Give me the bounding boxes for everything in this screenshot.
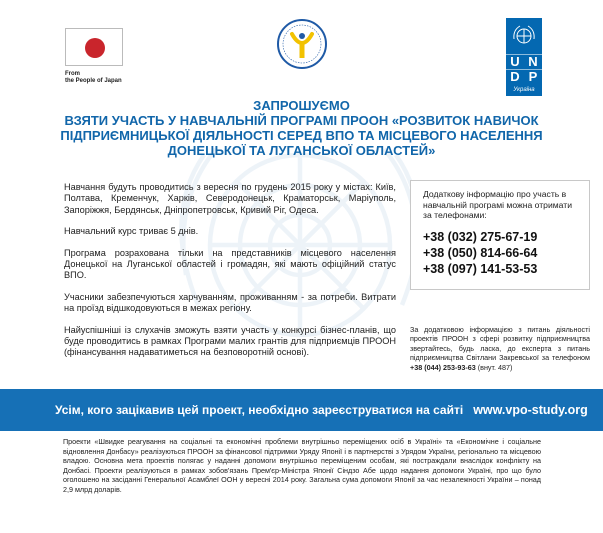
undp-letters xyxy=(506,54,542,84)
main-text xyxy=(64,182,396,369)
contact-phone[interactable]: +38 (032) 275-67-19 xyxy=(423,229,538,244)
banner-site-link[interactable]: www.vpo-study.org xyxy=(473,403,588,417)
footer-text: Проекти «Швидке реагування на соціальні та економічні проблеми внутрішньо переміщених осіб в Україні» та «Економічне і соціальне відновлення Донбасу» реалізуються ПРООН за фінансової підтримки Уряду Японії і в партнерстві з Урядом України, регіонально та місцевою владою. Основна мета проектів полягає у наданні допомоги внутрішньо переміщеним особам, які постраждали внаслідок конфлікту на Донбасі. Проекти реалізуються в рамках зобов'язань Прем'єр-Міністра Японії Сіндзо Абе щодо надання допомоги Україні, про що було оголошено на засіданні Генеральної Асамблеї ООН у вересні 2014 року. Загальна сума допомоги Японії за час незалежності України – понад 2,9 млрд доларів. xyxy=(63,437,541,494)
japan-flag-icon xyxy=(65,28,123,66)
registration-banner xyxy=(0,389,603,431)
undp-letter: N xyxy=(524,54,542,69)
headline xyxy=(60,98,543,158)
undp-letter: U xyxy=(506,54,524,69)
contact-box xyxy=(410,180,590,290)
undp-letter: D xyxy=(506,69,524,84)
paragraph-schedule: Навчання будуть проводитись з вересня по грудень 2015 року у містах: Київ, Полтава, Кременчук, Харків, Северодонецьк, Краматорськ, Маріуполь, Запоріжжя, Бердянськ, Дніпропетровськ, Кривий Ріг, Одеса. xyxy=(64,182,396,215)
banner-text: Усім, кого зацікавив цей проект, необхідно зареєструватися на сайті xyxy=(55,403,464,417)
side-note xyxy=(410,325,590,372)
paragraph-grants: Найуспішніші із слухачів зможуть взяти участь у конкурсі бізнес-планів, що буде проводитись в рамках Програми малих грантів для підприємців ПРООН (фінансування надаватиметься на безповоротній основі). xyxy=(64,324,396,358)
contact-phone[interactable]: +38 (050) 814-66-64 xyxy=(423,245,538,260)
employment-service-logo-icon xyxy=(276,18,328,74)
japan-flag-sun xyxy=(85,38,105,58)
side-note-ext: (внут. 487) xyxy=(477,362,513,372)
side-note-text: За додатковою інформацією з питань діяльності проектів ПРООН з сфері розвитку підприємництва звертайтесь, будь ласка, до експерта з питань підприємництва Світлани Закревської за телефоном xyxy=(410,325,590,363)
un-globe-icon xyxy=(511,23,537,49)
headline-invite: ЗАПРОШУЄМО xyxy=(253,98,350,113)
undp-logo xyxy=(506,18,542,96)
japan-caption: From the People of Japan xyxy=(65,71,122,84)
contact-phone[interactable]: +38 (097) 141-53-53 xyxy=(423,261,538,276)
headline-title: ВЗЯТИ УЧАСТЬ У НАВЧАЛЬНІЙ ПРОГРАМІ ПРООН «РОЗВИТОК НАВИЧОК ПІДПРИЄМНИЦЬКОЇ ДІЯЛЬНОСТІ СЕРЕД ВПО ТА МІСЦЕВОГО НАСЕЛЕННЯ ДОНЕЦЬКОЇ ТА ЛУГАНСЬКОЇ ОБЛАСТЕЙ» xyxy=(60,113,543,158)
paragraph-eligibility: Програма розрахована тільки на представників місцевого населення Донецької на Луганської областей і громадян, які мають офіційний статус ВПО. xyxy=(64,247,396,281)
paragraph-provisions: Учасники забезпечуються харчуванням, проживанням - за потреби. Витрати на проїзд відшкодовуються в межах регіону. xyxy=(64,291,396,314)
side-note-phone[interactable]: +38 (044) 253-93-63 xyxy=(410,362,476,372)
paragraph-duration: Навчальний курс триває 5 днів. xyxy=(64,226,199,237)
contact-lead: Додаткову інформацію про участь в навчальній програмі можна отримати за телефонами: xyxy=(423,189,573,220)
undp-letter: P xyxy=(524,69,542,84)
undp-country: Україна xyxy=(513,87,535,93)
